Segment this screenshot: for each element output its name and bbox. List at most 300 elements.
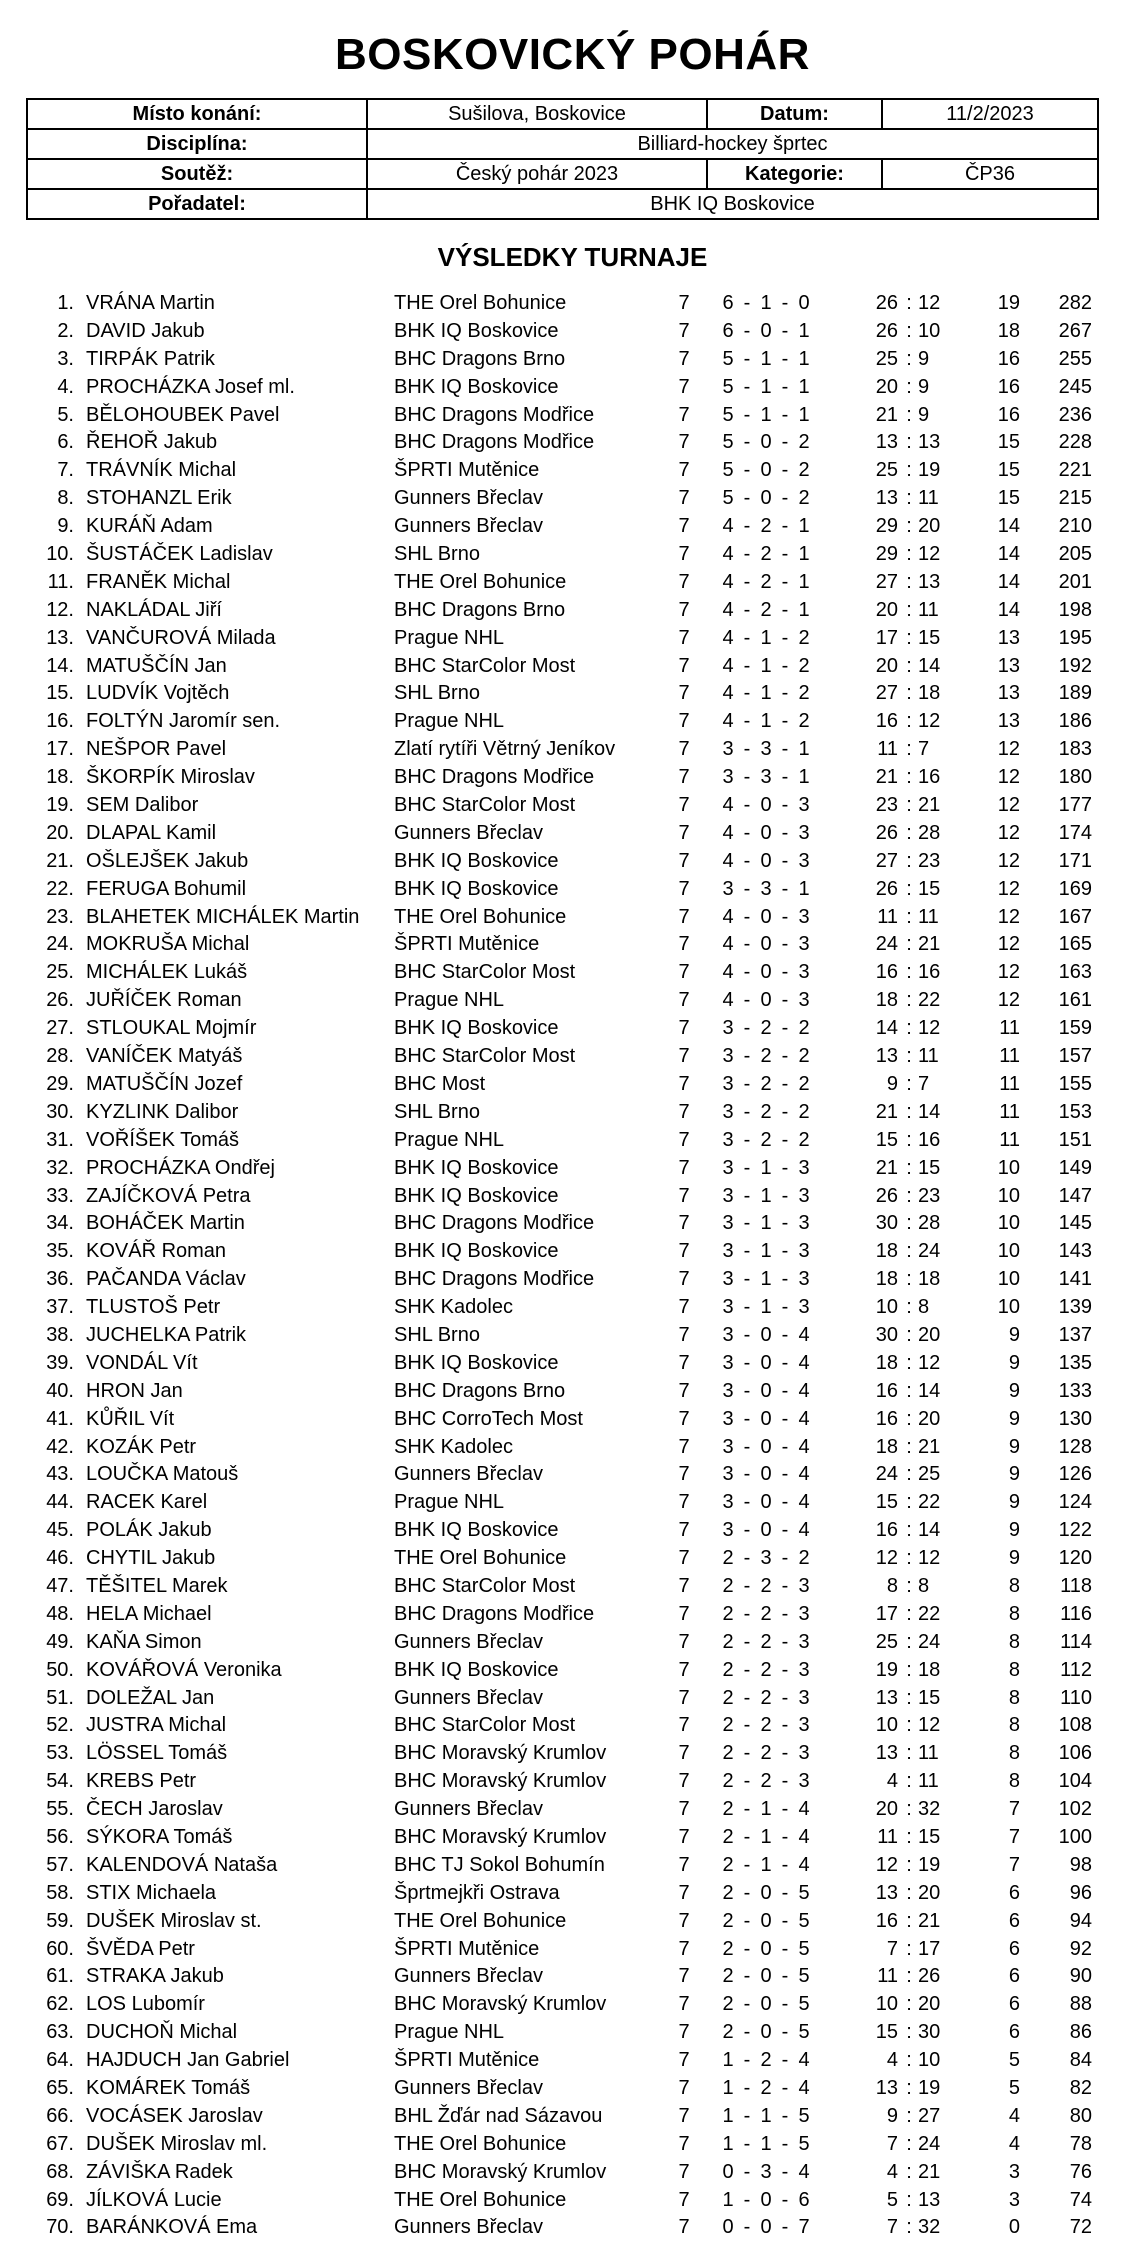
ranking-points: 137 [1058,1323,1092,1346]
ranking-points: 90 [1069,1965,1092,1988]
ranking-points: 72 [1069,2216,1092,2239]
record-separator: - [743,543,751,566]
games-played: 7 [678,1072,690,1095]
ranking-points: 195 [1058,626,1092,649]
record-separator: - [781,1072,789,1095]
result-row [0,1936,1145,1964]
score-separator: : [906,1686,912,1709]
ranking-points: 139 [1058,1296,1092,1319]
ranking-points: 98 [1069,1853,1092,1876]
losses: 4 [798,2049,810,2072]
player-name: BOHÁČEK Martin [86,1212,245,1235]
score-separator: : [906,1547,912,1570]
player-name: LÖSSEL Tomáš [86,1742,228,1765]
games-played: 7 [678,626,690,649]
score-separator: : [906,1184,912,1207]
record-separator: - [781,905,789,928]
goals-for: 21 [875,1156,898,1179]
losses: 3 [798,961,810,984]
wins: 3 [722,766,734,789]
score-separator: : [906,1463,912,1486]
club-name: ŠPRTI Mutěnice [394,2049,540,2072]
losses: 1 [798,319,810,342]
goals-for: 13 [875,1881,898,1904]
result-row [0,1099,1145,1127]
record-separator: - [781,710,789,733]
draws: 0 [760,905,772,928]
result-row [0,1517,1145,1545]
club-name: BHC Moravský Krumlov [394,2160,607,2183]
draws: 0 [760,794,772,817]
rank: 23. [46,905,74,928]
rank: 25. [46,961,74,984]
ranking-points: 180 [1058,766,1092,789]
record-separator: - [743,2160,751,2183]
result-row [0,1015,1145,1043]
rank: 52. [46,1714,74,1737]
goals-against: 21 [918,2160,941,2183]
goals-against: 32 [918,2216,941,2239]
wins: 2 [722,1965,734,1988]
record-separator: - [781,1825,789,1848]
goals-for: 13 [875,487,898,510]
goals-for: 8 [886,1574,898,1597]
result-row [0,959,1145,987]
rank: 33. [46,1184,74,1207]
goals-against: 28 [918,1212,941,1235]
ranking-points: 145 [1058,1212,1092,1235]
draws: 2 [760,543,772,566]
draws: 3 [760,2160,772,2183]
goals-against: 7 [918,738,930,761]
points: 16 [997,375,1020,398]
games-played: 7 [678,2132,690,2155]
result-row [0,1266,1145,1294]
wins: 3 [722,1379,734,1402]
ranking-points: 157 [1058,1045,1092,1068]
rank: 46. [46,1547,74,1570]
games-played: 7 [678,766,690,789]
wins: 5 [722,459,734,482]
goals-against: 9 [918,375,930,398]
record-separator: - [743,1407,751,1430]
result-row [0,1210,1145,1238]
club-name: BHL Žďár nad Sázavou [394,2104,603,2127]
games-played: 7 [678,292,690,314]
games-played: 7 [678,487,690,510]
record-separator: - [743,2216,751,2239]
wins: 1 [722,2077,734,2099]
score-separator: : [906,2077,912,2099]
record-separator: - [743,961,751,984]
club-name: BHC Dragons Brno [394,598,566,621]
games-played: 7 [678,1714,690,1737]
draws: 0 [760,1519,772,1542]
goals-for: 24 [875,1463,898,1486]
losses: 2 [798,1547,810,1570]
score-separator: : [906,2104,912,2127]
record-separator: - [743,1184,751,1207]
goals-for: 25 [875,459,898,482]
record-separator: - [743,1072,751,1095]
result-row [0,402,1145,430]
club-name: BHC Moravský Krumlov [394,1742,607,1765]
points: 9 [1008,1463,1020,1486]
club-name: Gunners Břeclav [394,1965,543,1988]
goals-for: 17 [875,1602,898,1625]
score-separator: : [906,487,912,510]
organizer-value: BHK IQ Boskovice [367,189,1098,219]
draws: 2 [760,1017,772,1040]
goals-against: 12 [918,1547,941,1570]
player-name: PROCHÁZKA Ondřej [86,1156,275,1179]
info-row-discipline [27,129,1098,159]
games-played: 7 [678,403,690,426]
goals-for: 15 [875,1491,898,1514]
player-name: ZÁVIŠKA Radek [86,2160,233,2183]
losses: 4 [798,1351,810,1374]
result-row [0,2187,1145,2215]
draws: 1 [760,1212,772,1235]
record-separator: - [743,1574,751,1597]
rank: 49. [46,1630,74,1653]
games-played: 7 [678,1519,690,1542]
goals-for: 21 [875,403,898,426]
club-name: SHL Brno [394,1100,480,1123]
goals-against: 11 [918,598,939,621]
ranking-points: 228 [1058,431,1092,454]
draws: 0 [760,933,772,956]
draws: 1 [760,375,772,398]
goals-against: 23 [918,849,941,872]
draws: 0 [760,431,772,454]
points: 4 [1008,2132,1020,2155]
player-name: KOVÁŘ Roman [86,1240,227,1263]
record-separator: - [743,487,751,510]
draws: 0 [760,487,772,510]
score-separator: : [906,1017,912,1040]
record-separator: - [781,933,789,956]
record-separator: - [743,682,751,705]
score-separator: : [906,543,912,566]
record-separator: - [781,1100,789,1123]
rank: 69. [46,2188,74,2211]
record-separator: - [743,1686,751,1709]
result-row [0,1740,1145,1768]
club-name: Prague NHL [394,2021,505,2044]
wins: 2 [722,1714,734,1737]
wins: 4 [722,933,734,956]
losses: 4 [798,1379,810,1402]
record-separator: - [743,1965,751,1988]
wins: 2 [722,1881,734,1904]
goals-against: 20 [918,1993,941,2016]
goals-against: 12 [918,710,941,733]
record-separator: - [781,1742,789,1765]
wins: 0 [722,2160,734,2183]
draws: 1 [760,710,772,733]
record-separator: - [743,1379,751,1402]
wins: 2 [722,1742,734,1765]
losses: 7 [798,2216,810,2239]
score-separator: : [906,431,912,454]
points: 7 [1008,1798,1020,1821]
record-separator: - [781,1770,789,1793]
score-separator: : [906,1156,912,1179]
score-separator: : [906,292,912,314]
draws: 2 [760,570,772,593]
games-played: 7 [678,543,690,566]
losses: 1 [798,403,810,426]
rank: 17. [46,738,74,761]
player-name: VANČUROVÁ Milada [86,626,276,649]
player-name: HELA Michael [86,1602,212,1625]
record-separator: - [781,1128,789,1151]
goals-for: 30 [875,1323,898,1346]
ranking-points: 205 [1058,543,1092,566]
wins: 4 [722,794,734,817]
wins: 2 [722,1686,734,1709]
record-separator: - [781,626,789,649]
draws: 1 [760,347,772,370]
rank: 63. [46,2021,74,2044]
goals-for: 13 [875,1686,898,1709]
record-separator: - [743,1296,751,1319]
score-separator: : [906,877,912,900]
record-separator: - [781,1602,789,1625]
record-separator: - [781,849,789,872]
games-played: 7 [678,2216,690,2239]
rank: 54. [46,1770,74,1793]
games-played: 7 [678,1881,690,1904]
result-row [0,625,1145,653]
goals-for: 30 [875,1212,898,1235]
competition-label: Soutěž: [27,159,367,189]
record-separator: - [743,459,751,482]
points: 12 [997,794,1020,817]
ranking-points: 106 [1058,1742,1092,1765]
games-played: 7 [678,1351,690,1374]
games-played: 7 [678,347,690,370]
rank: 60. [46,1937,74,1960]
record-separator: - [781,1268,789,1291]
record-separator: - [743,766,751,789]
club-name: BHK IQ Boskovice [394,319,559,342]
losses: 2 [798,431,810,454]
result-row [0,541,1145,569]
draws: 2 [760,1128,772,1151]
goals-against: 20 [918,1881,941,1904]
player-name: KOVÁŘOVÁ Veronika [86,1658,282,1681]
draws: 2 [760,1602,772,1625]
rank: 58. [46,1881,74,1904]
score-separator: : [906,1045,912,1068]
wins: 3 [722,1463,734,1486]
losses: 3 [798,1156,810,1179]
ranking-points: 135 [1058,1351,1092,1374]
wins: 5 [722,431,734,454]
score-separator: : [906,1630,912,1653]
date-value: 11/2/2023 [882,99,1098,129]
draws: 1 [760,1798,772,1821]
ranking-points: 149 [1058,1156,1092,1179]
ranking-points: 82 [1069,2077,1092,2099]
draws: 1 [760,2104,772,2127]
games-played: 7 [678,654,690,677]
losses: 1 [798,598,810,621]
club-name: BHK IQ Boskovice [394,1519,559,1542]
record-separator: - [781,654,789,677]
club-name: Gunners Břeclav [394,2077,543,2099]
result-row [0,904,1145,932]
rank: 13. [46,626,74,649]
score-separator: : [906,2021,912,2044]
draws: 0 [760,459,772,482]
record-separator: - [743,1881,751,1904]
goals-against: 19 [918,2077,941,2099]
rank: 47. [46,1574,74,1597]
club-name: BHC TJ Sokol Bohumín [394,1853,605,1876]
draws: 0 [760,989,772,1012]
points: 12 [997,738,1020,761]
record-separator: - [781,682,789,705]
rank: 11. [47,570,74,593]
draws: 2 [760,1072,772,1095]
goals-for: 25 [875,1630,898,1653]
points: 8 [1008,1658,1020,1681]
player-name: DUCHOŇ Michal [86,2021,238,2044]
player-name: HRON Jan [86,1379,183,1402]
rank: 57. [46,1853,74,1876]
points: 12 [997,905,1020,928]
losses: 3 [798,1268,810,1291]
draws: 1 [760,1240,772,1263]
goals-for: 11 [877,905,898,928]
result-row [0,1852,1145,1880]
losses: 2 [798,1072,810,1095]
wins: 3 [722,1268,734,1291]
draws: 0 [760,1323,772,1346]
record-separator: - [781,543,789,566]
draws: 1 [760,1156,772,1179]
games-played: 7 [678,1658,690,1681]
games-played: 7 [678,1268,690,1291]
record-separator: - [743,570,751,593]
wins: 2 [722,1770,734,1793]
points: 13 [997,654,1020,677]
score-separator: : [906,347,912,370]
games-played: 7 [678,1128,690,1151]
losses: 2 [798,1045,810,1068]
score-separator: : [906,1519,912,1542]
result-row [0,1127,1145,1155]
draws: 1 [760,654,772,677]
games-played: 7 [678,1045,690,1068]
goals-for: 16 [875,961,898,984]
player-name: STRAKA Jakub [86,1965,224,1988]
points: 8 [1008,1686,1020,1709]
games-played: 7 [678,1100,690,1123]
goals-for: 26 [875,292,898,314]
rank: 53. [46,1742,74,1765]
losses: 5 [798,1909,810,1932]
player-name: VONDÁL Vít [86,1351,198,1374]
ranking-points: 267 [1058,319,1092,342]
record-separator: - [781,1574,789,1597]
player-name: DOLEŽAL Jan [86,1686,215,1709]
player-name: KALENDOVÁ Nataša [86,1853,278,1876]
record-separator: - [781,1853,789,1876]
club-name: ŠPRTI Mutěnice [394,933,540,956]
score-separator: : [906,515,912,538]
rank: 19. [46,794,74,817]
losses: 2 [798,710,810,733]
losses: 5 [798,1937,810,1960]
ranking-points: 159 [1058,1017,1092,1040]
losses: 3 [798,1742,810,1765]
record-separator: - [743,794,751,817]
score-separator: : [906,1853,912,1876]
player-name: KAŇA Simon [86,1630,202,1653]
goals-for: 20 [875,598,898,621]
club-name: BHC Moravský Krumlov [394,1770,607,1793]
result-row [0,346,1145,374]
goals-against: 14 [918,1519,941,1542]
result-row [0,485,1145,513]
club-name: BHC Dragons Brno [394,347,566,370]
points: 10 [997,1268,1020,1291]
losses: 2 [798,459,810,482]
result-row [0,1350,1145,1378]
club-name: BHC StarColor Most [394,1574,576,1597]
score-separator: : [906,403,912,426]
goals-against: 12 [918,292,941,314]
losses: 3 [798,1770,810,1793]
goals-against: 15 [918,1156,941,1179]
club-name: Šprtmejkři Ostrava [394,1881,560,1904]
score-separator: : [906,1351,912,1374]
record-separator: - [743,1742,751,1765]
wins: 1 [722,2049,734,2072]
goals-against: 9 [918,403,930,426]
result-row [0,736,1145,764]
club-name: BHC StarColor Most [394,654,576,677]
rank: 16. [46,710,74,733]
goals-against: 19 [918,459,941,482]
score-separator: : [906,1742,912,1765]
goals-for: 29 [875,515,898,538]
goals-against: 22 [918,1602,941,1625]
result-row [0,931,1145,959]
player-name: ŠVĚDA Petr [86,1937,195,1960]
wins: 4 [722,598,734,621]
ranking-points: 245 [1058,375,1092,398]
score-separator: : [906,1240,912,1263]
wins: 2 [722,1630,734,1653]
record-separator: - [743,1798,751,1821]
rank: 9. [57,515,74,538]
record-separator: - [743,1463,751,1486]
rank: 59. [46,1909,74,1932]
goals-for: 18 [875,989,898,1012]
score-separator: : [906,1658,912,1681]
ranking-points: 165 [1058,933,1092,956]
result-row [0,1573,1145,1601]
result-row [0,1545,1145,1573]
result-row [0,1461,1145,1489]
score-separator: : [906,794,912,817]
record-separator: - [743,1156,751,1179]
